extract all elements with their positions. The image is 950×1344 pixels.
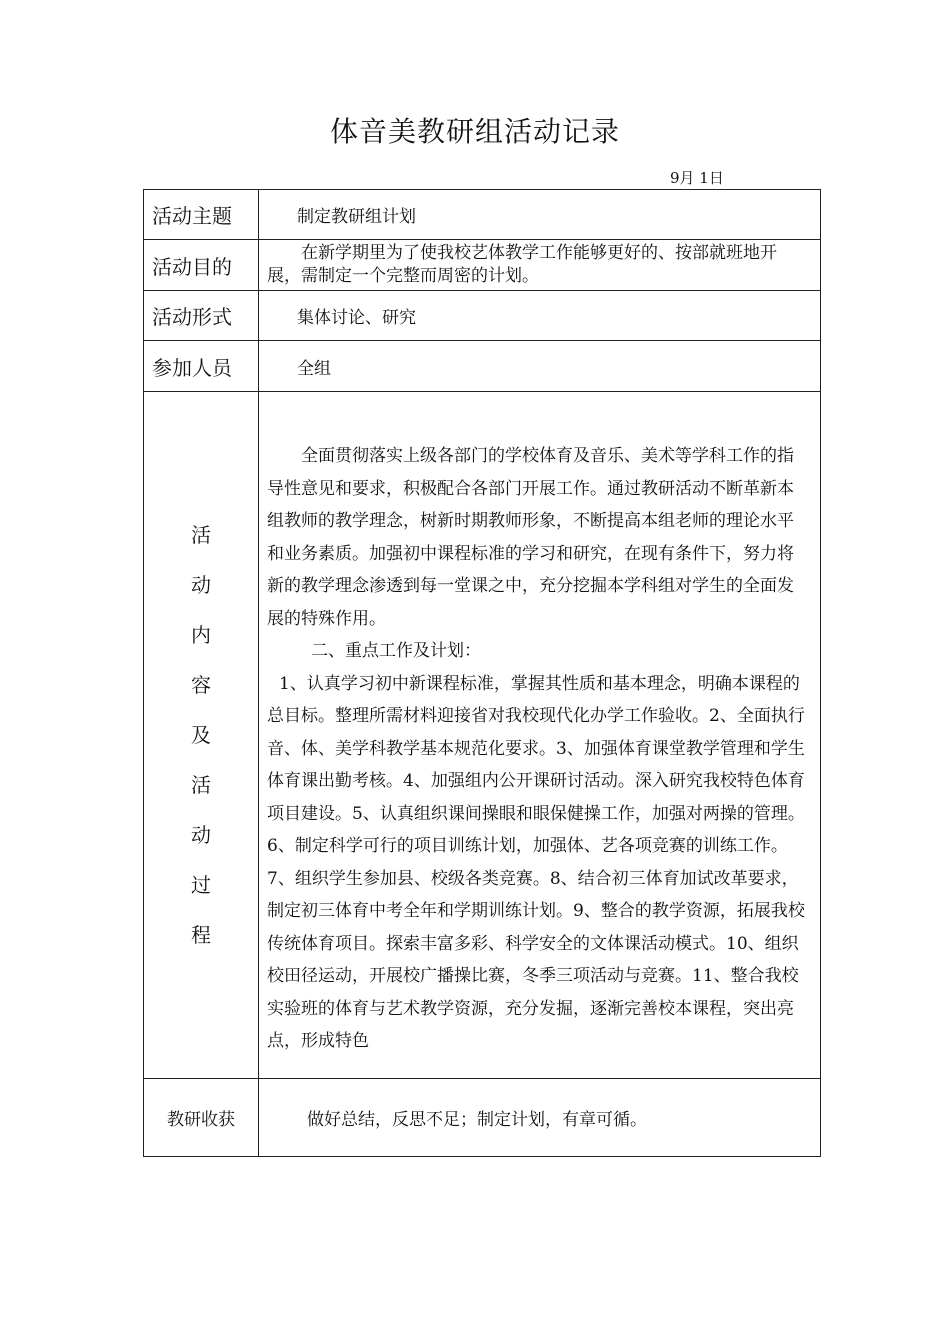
harvest-label: 教研收获 [144,1078,259,1156]
content-label-char: 活 [191,522,211,547]
page-title: 体音美教研组活动记录 [329,115,620,148]
row-participants [144,341,821,392]
participants-label: 参加人员 [144,341,259,392]
content-label-char: 及 [191,722,211,747]
activity-record-table [143,189,821,1157]
purpose-value: 在新学期里为了使我校艺体教学工作能够更好的、按部就班地开展，需制定一个完整而周密的计划。 [267,243,777,286]
content-label-char: 程 [191,922,211,947]
form-label: 活动形式 [144,291,259,341]
content-label-char: 动 [191,822,211,847]
row-purpose [144,240,821,291]
purpose-cell [259,240,821,291]
content-paragraph-1: 全面贯彻落实上级各部门的学校体育及音乐、美术等学科工作的指导性意见和要求，积极配合各部门开展工作。通过教研活动不断革新本组教师的教学理念，树新时期教师形象，不断提高本组老师的理论水平和业务素质。加强初中课程标准的学习和研究，在现有条件下，努力将新的教学理念渗透到每一堂课之中，充分挖掘本学科组对学生的全面发展的特殊作用。 [267,446,794,629]
theme-label: 活动主题 [144,190,259,240]
purpose-label: 活动目的 [144,240,259,291]
record-date: 9月 1日 [670,169,724,187]
content-label-char: 动 [191,572,211,597]
content-label-char: 内 [191,622,211,647]
content-label-char: 过 [191,872,211,897]
content-heading-2: 二、重点工作及计划： [311,641,481,661]
harvest-value: 做好总结，反思不足；制定计划，有章可循。 [259,1078,821,1156]
row-theme [144,190,821,240]
theme-value: 制定教研组计划 [259,190,821,240]
content-label [144,392,259,1079]
row-form [144,291,821,341]
form-value: 集体讨论、研究 [259,291,821,341]
participants-value: 全组 [259,341,821,392]
row-harvest [144,1078,821,1156]
content-plan: 1、认真学习初中新课程标准，掌握其性质和基本理念，明确本课程的总目标。整理所需材料迎接省对我校现代化办学工作验收。2、全面执行音、体、美学科教学基本规范化要求。3、加强体育课堂教学管理和学生体育课出勤考核。4、加强组内公开课研讨活动。深入研究我校特色体育项目建设。5、认真组织课间操眼和眼保健操工作，加强对两操的管理。6、制定科学可行的项目训练计划，加强体、艺各项竞赛的训练工作。7、组织学生参加县、校级各类竞赛。8、结合初三体育加试改革要求，制定初三体育中考全年和学期训练计划。9、整合的教学资源，拓展我校传统体育项目。探索丰富多彩、科学安全的文体课活动模式。10、组织校田径运动，开展校广播操比赛，冬季三项活动与竞赛。11、整合我校实验班的体育与艺术教学资源，充分发掘，逐渐完善校本课程，突出亮点，形成特色 [267,673,805,1051]
content-label-char: 容 [191,672,211,697]
content-body [259,392,821,1079]
content-label-char: 活 [191,772,211,797]
row-content [144,392,821,1079]
